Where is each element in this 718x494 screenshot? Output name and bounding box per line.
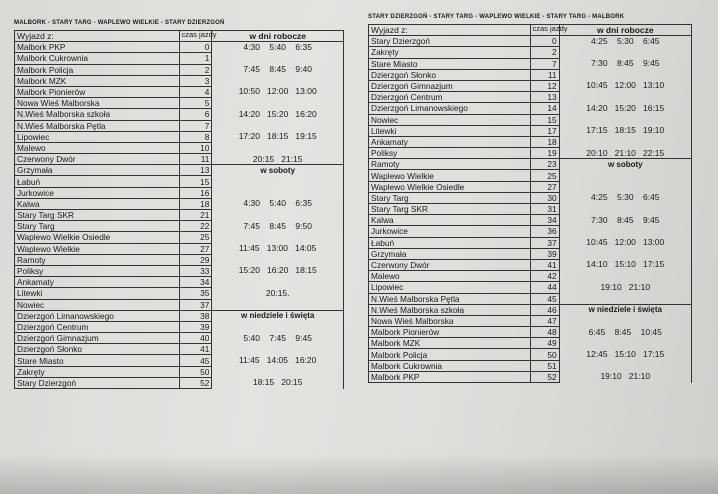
departure-times: 19:10 21:10 [559, 371, 691, 382]
photo-shadow [0, 454, 718, 494]
table-row [369, 360, 692, 371]
departure-times [559, 226, 691, 237]
route-title: MALBORK - STARY TARG - WAPLEWO WIELKIE - STARY DZIERZGOŃ [14, 20, 225, 26]
table-row [15, 243, 344, 254]
stop-name: Malbork Policja [369, 349, 531, 360]
stop-name: Malbork Policja [15, 64, 180, 75]
departure-times [212, 53, 344, 64]
departure-times [212, 366, 344, 377]
travel-time: 17 [530, 125, 559, 136]
table-row [15, 344, 344, 355]
table-row [15, 165, 344, 176]
travel-time: 23 [530, 159, 559, 170]
header-travel-time: czas jazdy [179, 31, 212, 42]
travel-time: 37 [179, 299, 212, 310]
table-row [369, 248, 692, 259]
departure-times: 20:15 21:15 [212, 154, 344, 165]
departure-times: 15:20 16:20 18:15 [212, 265, 344, 276]
stop-name: Nowa Wieś Malborska [15, 98, 180, 109]
route-title: STARY DZIERZGOŃ - STARY TARG - WAPLEWO WIELKIE - STARY TARG - MALBORK [368, 14, 625, 20]
stop-name: Stary Dzierzgoń [15, 377, 180, 388]
travel-time: 30 [530, 192, 559, 203]
travel-time: 41 [179, 344, 212, 355]
departure-times: 20:10 21:10 22:15 [559, 148, 691, 159]
departure-times [559, 360, 691, 371]
table-row [15, 42, 344, 53]
travel-time: 7 [179, 120, 212, 131]
table-row [15, 176, 344, 187]
departure-times: 6:45 8:45 10:45 [559, 327, 691, 338]
stop-name: Ankamaty [369, 136, 531, 147]
departure-times [559, 293, 691, 304]
departure-times: 4:30 5:40 6:35 [212, 42, 344, 53]
departure-times: 14:10 15:10 17:15 [559, 259, 691, 270]
stop-name: Czerwony Dwór [369, 259, 531, 270]
departure-times: 18:15 20:15 [212, 377, 344, 388]
travel-time: 50 [179, 366, 212, 377]
departure-times [212, 321, 344, 332]
table-row [15, 109, 344, 120]
table-row [15, 120, 344, 131]
stop-name: Dzierzgoń Słonko [15, 344, 180, 355]
stop-name: Ankamaty [15, 277, 180, 288]
table-row [369, 282, 692, 293]
schedule-section-label: w niedziele i święta [559, 304, 691, 315]
travel-time: 52 [179, 377, 212, 388]
stop-name: Dzierzgoń Centrum [369, 92, 531, 103]
travel-time: 49 [530, 338, 559, 349]
departure-times [559, 114, 691, 125]
departure-times [212, 254, 344, 265]
travel-time: 15 [179, 176, 212, 187]
table-row [369, 304, 692, 315]
travel-time: 15 [530, 114, 559, 125]
travel-time: 44 [530, 282, 559, 293]
travel-time: 52 [530, 371, 559, 382]
departure-times: 14:20 15:20 16:15 [559, 103, 691, 114]
schedule-section-label: w soboty [212, 165, 344, 176]
travel-time: 29 [179, 254, 212, 265]
travel-time: 41 [530, 259, 559, 270]
travel-time: 51 [530, 360, 559, 371]
departure-times [559, 181, 691, 192]
table-row [15, 142, 344, 153]
stop-name: Zakręty [369, 47, 531, 58]
table-row [15, 210, 344, 221]
stop-name: Malewo [369, 271, 531, 282]
travel-time: 27 [179, 243, 212, 254]
table-row [369, 80, 692, 91]
stop-name: Grzymała [15, 165, 180, 176]
stop-name: Lipowiec [15, 131, 180, 142]
table-row [15, 277, 344, 288]
stop-name: Stare Miasto [369, 58, 531, 69]
travel-time: 50 [530, 349, 559, 360]
stop-name: Kalwa [369, 215, 531, 226]
stop-name: Waplewo Wielkie [15, 243, 180, 254]
table-row [15, 232, 344, 243]
header-stop: Wyjazd z: [15, 31, 180, 42]
table-row [369, 226, 692, 237]
departure-times: 14:20 15:20 16:20 [212, 109, 344, 120]
departure-times [212, 210, 344, 221]
stop-name: Jurkowice [369, 226, 531, 237]
departure-times [559, 271, 691, 282]
table-row [369, 271, 692, 282]
travel-time: 1 [179, 53, 212, 64]
table-row [15, 64, 344, 75]
stop-name: Litewki [15, 288, 180, 299]
travel-time: 37 [530, 237, 559, 248]
table-row [369, 170, 692, 181]
stop-name: Waplewo Wielkie Osiedle [15, 232, 180, 243]
departure-times: 10:45 12:00 13:10 [559, 80, 691, 91]
stop-name: Czerwony Dwór [15, 154, 180, 165]
departure-times: 19:10 21:10 [559, 282, 691, 293]
stop-name: Litewki [369, 125, 531, 136]
stop-name: N.Wieś Malborska szkoła [15, 109, 180, 120]
table-row [369, 125, 692, 136]
stop-name: Łabuń [15, 176, 180, 187]
departure-times [212, 187, 344, 198]
table-row [15, 355, 344, 366]
travel-time: 25 [530, 170, 559, 181]
departure-times [559, 248, 691, 259]
table-row [369, 204, 692, 215]
table-row [369, 58, 692, 69]
departure-times [559, 69, 691, 80]
header-weekdays: w dni robocze [212, 31, 344, 42]
stop-name: Stary Dzierzgoń [369, 36, 531, 47]
table-row [369, 371, 692, 382]
table-row [15, 154, 344, 165]
table-row [15, 288, 344, 299]
departure-times: 11:45 14:05 16:20 [212, 355, 344, 366]
departure-times [212, 344, 344, 355]
departure-times [212, 299, 344, 310]
table-row [15, 366, 344, 377]
stop-name: N.Wieś Malborska szkoła [369, 304, 531, 315]
travel-time: 11 [530, 69, 559, 80]
table-row [369, 136, 692, 147]
stop-name: Kalwa [15, 198, 180, 209]
travel-time: 19 [530, 148, 559, 159]
stop-name: Jurkowice [15, 187, 180, 198]
table-row [369, 349, 692, 360]
travel-time: 27 [530, 181, 559, 192]
departure-times [559, 338, 691, 349]
departure-times [559, 315, 691, 326]
stop-name: Malbork Cukrownia [369, 360, 531, 371]
travel-time: 45 [530, 293, 559, 304]
departure-times [212, 75, 344, 86]
timetable-table [368, 24, 692, 383]
table-row [369, 92, 692, 103]
travel-time: 7 [530, 58, 559, 69]
travel-time: 14 [530, 103, 559, 114]
travel-time: 34 [530, 215, 559, 226]
table-row [15, 377, 344, 388]
table-row [15, 310, 344, 321]
header-travel-time: czas jazdy [530, 25, 559, 36]
table-row [15, 265, 344, 276]
table-row [15, 86, 344, 97]
table-row [369, 103, 692, 114]
stop-name: Malbork Pionierów [369, 327, 531, 338]
travel-time: 13 [179, 165, 212, 176]
stop-name: Waplewo Wielkie [369, 170, 531, 181]
stop-name: N.Wieś Malborska Pętla [15, 120, 180, 131]
travel-time: 8 [179, 131, 212, 142]
departure-times: 10:45 12:00 13:00 [559, 237, 691, 248]
stop-name: Dzierzgoń Gimnazjum [369, 80, 531, 91]
travel-time: 39 [179, 321, 212, 332]
travel-time: 16 [179, 187, 212, 198]
table-row [369, 315, 692, 326]
timetable-table [14, 30, 344, 389]
stop-name: Dzierzgoń Limanowskiego [369, 103, 531, 114]
departure-times [559, 92, 691, 103]
table-row [15, 221, 344, 232]
travel-time: 12 [530, 80, 559, 91]
table-row [369, 69, 692, 80]
departure-times: 7:45 8:45 9:40 [212, 64, 344, 75]
table-row [15, 53, 344, 64]
schedule-section-label: w niedziele i święta [212, 310, 344, 321]
departure-times: 4:30 5:40 6:35 [212, 198, 344, 209]
departure-times: 7:30 8:45 9:45 [559, 215, 691, 226]
stop-name: Stary Targ [369, 192, 531, 203]
departure-times [559, 204, 691, 215]
table-row [369, 148, 692, 159]
travel-time: 40 [179, 333, 212, 344]
stop-name: Nowa Wieś Malborska [369, 315, 531, 326]
travel-time: 4 [179, 86, 212, 97]
table-row [15, 333, 344, 344]
stop-name: Dzierzgoń Limanowskiego [15, 310, 180, 321]
departure-times [212, 98, 344, 109]
stop-name: Malbork Cukrownia [15, 53, 180, 64]
stop-name: Grzymała [369, 248, 531, 259]
travel-time: 47 [530, 315, 559, 326]
departure-times [559, 47, 691, 58]
table-row [369, 215, 692, 226]
table-row [369, 36, 692, 47]
travel-time: 22 [179, 221, 212, 232]
travel-time: 21 [179, 210, 212, 221]
travel-time: 46 [530, 304, 559, 315]
stop-name: Malbork PKP [15, 42, 180, 53]
timetable-left [14, 16, 344, 389]
departure-times: 12:45 15:10 17:15 [559, 349, 691, 360]
stop-name: Łabuń [369, 237, 531, 248]
departure-times: 4:25 5:30 6:45 [559, 36, 691, 47]
table-row [369, 293, 692, 304]
travel-time: 10 [179, 142, 212, 153]
departure-times [559, 170, 691, 181]
stop-name: Stare Miasto [15, 355, 180, 366]
departure-times: 10:50 12:00 13:00 [212, 86, 344, 97]
table-row [15, 187, 344, 198]
departure-times [212, 277, 344, 288]
stop-name: Ramoty [369, 159, 531, 170]
departure-times: 17:15 18:15 19:10 [559, 125, 691, 136]
departure-times [559, 136, 691, 147]
travel-time: 31 [530, 204, 559, 215]
stop-name: Poliksy [369, 148, 531, 159]
stop-name: Waplewo Wielkie Osiedle [369, 181, 531, 192]
travel-time: 18 [179, 198, 212, 209]
travel-time: 13 [530, 92, 559, 103]
travel-time: 35 [179, 288, 212, 299]
table-row [15, 98, 344, 109]
stop-name: Poliksy [15, 265, 180, 276]
header-stop: Wyjazd z: [369, 25, 531, 36]
table-row [369, 237, 692, 248]
table-row [15, 254, 344, 265]
travel-time: 39 [530, 248, 559, 259]
table-row [369, 192, 692, 203]
stop-name: N.Wieś Malborska Pętla [369, 293, 531, 304]
travel-time: 34 [179, 277, 212, 288]
table-row [15, 131, 344, 142]
travel-time: 25 [179, 232, 212, 243]
departure-times [212, 142, 344, 153]
departure-times: 7:45 8:45 9:50 [212, 221, 344, 232]
departure-times [212, 176, 344, 187]
stop-name: Stary Targ SKR [369, 204, 531, 215]
stop-name: Nowiec [15, 299, 180, 310]
table-row [15, 321, 344, 332]
travel-time: 3 [179, 75, 212, 86]
travel-time: 11 [179, 154, 212, 165]
header-weekdays: w dni robocze [559, 25, 691, 36]
departure-times: 4:25 5:30 6:45 [559, 192, 691, 203]
stop-name: Ramoty [15, 254, 180, 265]
stop-name: Dzierzgoń Gimnazjum [15, 333, 180, 344]
departure-times: 5:40 7:45 9:45 [212, 333, 344, 344]
travel-time: 18 [530, 136, 559, 147]
table-row [369, 327, 692, 338]
table-row [369, 47, 692, 58]
stop-name: Dzierzgoń Słonko [369, 69, 531, 80]
travel-time: 48 [530, 327, 559, 338]
departure-times [212, 120, 344, 131]
departure-times: 20:15. [212, 288, 344, 299]
travel-time: 2 [179, 64, 212, 75]
stop-name: Nowiec [369, 114, 531, 125]
stop-name: Malbork Pionierów [15, 86, 180, 97]
stop-name: Malbork MZK [15, 75, 180, 86]
table-row [15, 75, 344, 86]
table-row [15, 299, 344, 310]
stop-name: Malbork PKP [369, 371, 531, 382]
stop-name: Malbork MZK [369, 338, 531, 349]
timetable-right [368, 10, 692, 383]
stop-name: Stary Targ [15, 221, 180, 232]
table-row [369, 159, 692, 170]
table-row [369, 114, 692, 125]
travel-time: 6 [179, 109, 212, 120]
travel-time: 45 [179, 355, 212, 366]
travel-time: 0 [179, 42, 212, 53]
departure-times [212, 232, 344, 243]
table-row [15, 198, 344, 209]
stop-name: Malewo [15, 142, 180, 153]
departure-times: 11:45 13:00 14:05 [212, 243, 344, 254]
stop-name: Dzierzgoń Centrum [15, 321, 180, 332]
departure-times: 7:30 8:45 9:45 [559, 58, 691, 69]
stop-name: Lipowiec [369, 282, 531, 293]
table-row [369, 181, 692, 192]
departure-times: 17:20 18:15 19:15 [212, 131, 344, 142]
travel-time: 5 [179, 98, 212, 109]
table-row [369, 338, 692, 349]
table-row [369, 259, 692, 270]
schedule-section-label: w soboty [559, 159, 691, 170]
travel-time: 42 [530, 271, 559, 282]
travel-time: 36 [530, 226, 559, 237]
travel-time: 33 [179, 265, 212, 276]
travel-time: 0 [530, 36, 559, 47]
travel-time: 38 [179, 310, 212, 321]
travel-time: 2 [530, 47, 559, 58]
stop-name: Stary Targ SKR [15, 210, 180, 221]
stop-name: Zakręty [15, 366, 180, 377]
